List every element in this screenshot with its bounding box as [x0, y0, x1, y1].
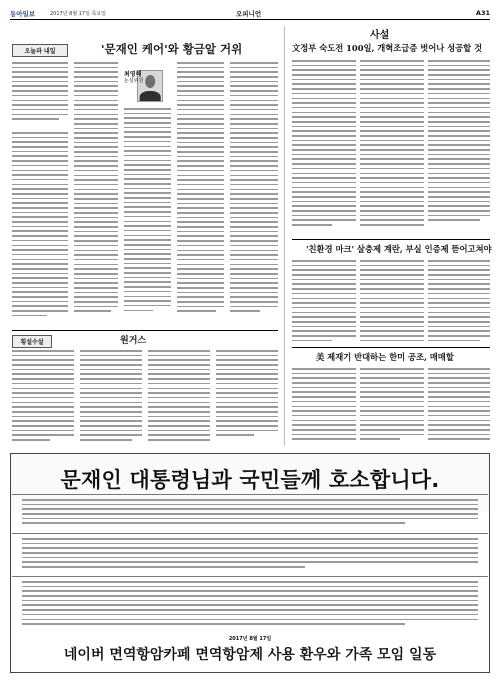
text-block [74, 62, 118, 332]
column-tag: 오늘과 내일 [12, 44, 68, 57]
text-block [230, 62, 278, 332]
text-block [428, 368, 490, 446]
ad-text-block [22, 538, 478, 572]
page-number: A31 [475, 9, 490, 17]
text-block [292, 368, 356, 446]
section-rule [12, 330, 278, 331]
editorial-tag: 사설 [370, 30, 390, 41]
issue-date: 2017년 8월 17일 목요일 [50, 11, 107, 17]
ad-divider [12, 576, 488, 577]
text-block [124, 108, 171, 332]
ad-date: 2017년 8월 17일 [228, 636, 272, 642]
column-headline: '문재인 케어'와 황금알 거위 [101, 42, 243, 56]
text-block [12, 62, 68, 126]
section-title: 오피니언 [236, 10, 262, 18]
bottom-section-tag: 횡설수설 [12, 335, 52, 348]
text-block [12, 132, 68, 332]
editorial-headline-1: 文정부 숙도전 100일, 개혁조급증 벗어나 성공할 것 [292, 43, 483, 53]
ad-divider [12, 533, 488, 534]
text-block [360, 60, 424, 236]
text-block [12, 350, 74, 446]
ad-title: 문재인 대통령님과 국민들께 호소합니다. [60, 468, 440, 492]
masthead [10, 6, 490, 20]
section-rule [292, 239, 490, 240]
ad-signature: 네이버 면역항암카페 면역항암제 사용 환우와 가족 모임 일동 [63, 647, 437, 663]
section-rule [292, 347, 490, 348]
ad-text-block [22, 499, 478, 529]
text-block [292, 60, 356, 236]
text-block [292, 260, 356, 344]
text-block [177, 62, 224, 332]
author-byline [124, 71, 143, 85]
text-block [360, 260, 424, 344]
ad-divider [12, 494, 488, 495]
paper-name: 동아일보 [10, 10, 36, 18]
text-block [428, 260, 490, 344]
text-block [80, 350, 142, 446]
author-role: 논설위원 [124, 78, 144, 84]
editorial-headline-3: 美 제재기 반대하는 한미 공조, 매매할 [316, 352, 454, 362]
text-block [148, 350, 210, 446]
text-block [428, 60, 490, 236]
column-divider [284, 26, 285, 446]
editorial-headline-2: '친환경 마크' 살충제 계란, 부실 인증제 뜯어고쳐야 [306, 244, 492, 254]
ad-text-block [22, 581, 478, 631]
bottom-section-headline: 원거스 [120, 336, 147, 346]
text-block [360, 368, 424, 446]
text-block [216, 350, 278, 446]
author-name: 최영해 [124, 71, 142, 78]
